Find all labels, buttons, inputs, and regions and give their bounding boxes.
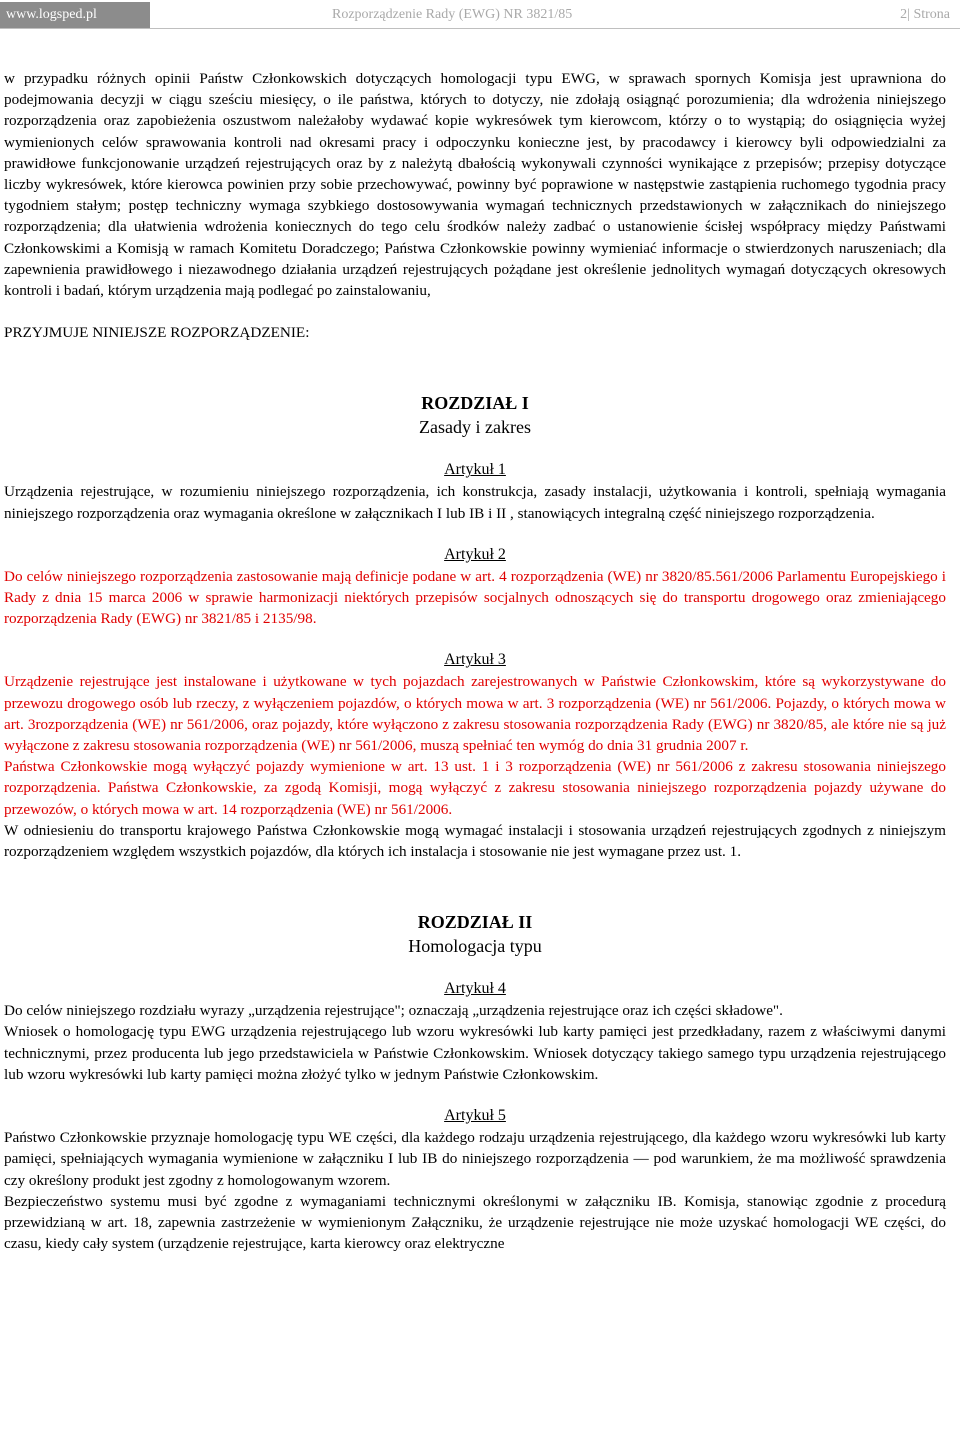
header-title: Rozporządzenie Rady (EWG) NR 3821/85 xyxy=(150,2,850,28)
article-5-paragraph-1: Państwo Członkowskie przyznaje homologację typu WE części, dla każdego rodzaju urządzenia rejestrującego, dla każdego wzoru wykresówki lub karty pamięci, spełniających wymagania wymienione w załączniku I lub IB do niniejszego rozporządzenia — pod warunkiem, że ma możliwość sprawdzenia czy określony produkt jest zgodny z homologowanym wzorem. xyxy=(4,1129,946,1189)
article-4-paragraph-2: Wniosek o homologację typu EWG urządzenia rejestrującego lub wzoru wykresówki lub karty pamięci jest przedkładany, razem z właściwymi danymi technicznymi, przez producenta lub jego przedstawiciela w Państwie Członkowskim. Wniosek dotyczący takiego samego typu urządzenia rejestrującego lub wzoru wykresówki lub karty pamięci można złożyć tylko w jednym Państwie Członkowskim. xyxy=(4,1023,946,1083)
chapter-2-title: ROZDZIAŁ II xyxy=(417,912,533,933)
header-site[interactable]: www.logsped.pl xyxy=(0,2,150,28)
article-2-title: Artykuł 2 xyxy=(444,545,506,563)
article-5-paragraph-2: Bezpieczeństwo systemu musi być zgodne z wymaganiami technicznymi określonymi w załączniku IB. Komisja, stanowiąc zgodnie z procedurą przewidzianą w art. 18, zapewnia zastrzeżenie w wymienionym Załączniku, że urządzenie rejestrujące nie może uzyskać homologacji WE części, do czasu, kiedy cały system (urządzenie rejestrujące, karta kierowcy oraz elektryczne xyxy=(4,1192,946,1253)
article-2-text: Do celów niniejszego rozporządzenia zastosowanie mają definicje podane w art. 4 rozporządzenia (WE) nr 3820/85.561/2006 Parlamentu Europejskiego i Rady z dnia 15 marca 2006 w sprawie harmonizacji niektórych przepisów socjalnych odnoszących się do transportu drogowego oraz zmieniającego rozporządzenia Rady (EWG) nr 3821/85 i 2135/98. xyxy=(4,567,946,628)
article-5-title: Artykuł 5 xyxy=(444,1107,506,1125)
header-divider xyxy=(0,28,960,29)
article-4-title: Artykuł 4 xyxy=(444,980,506,998)
chapter-2-subtitle: Homologacja typu xyxy=(408,936,542,957)
document-body xyxy=(4,68,946,1254)
chapter-1-subtitle: Zasady i zakres xyxy=(419,417,531,438)
article-3-paragraph-3: W odniesieniu do transportu krajowego Państwa Członkowskie mogą wymagać instalacji i stosowania urządzeń rejestrujących zgodnych z niniejszym rozporządzeniem względem wszystkich pojazdów, dla których ich instalacja i stosowanie nie jest wymagane przez ust. 1. xyxy=(4,821,946,861)
article-1-title: Artykuł 1 xyxy=(444,461,506,479)
header-page-number: 2| Strona xyxy=(900,7,950,22)
article-1-text: Urządzenia rejestrujące, w rozumieniu niniejszego rozporządzenia, ich konstrukcja, zasady instalacji, użytkowania i kontroli, spełniają wymagania niniejszego rozporządzenia oraz wymagania określone w załącznikach I lub IB i II , stanowiących integralną część niniejszego rozporządzenia. xyxy=(4,483,946,522)
article-3-paragraph-1: Urządzenie rejestrujące jest instalowane i użytkowane w tych pojazdach zarejestrowanych w Państwie Członkowskim, które są wykorzystywane do przewozu drogowego osób lub rzeczy, z wyłączeniem pojazdów, o których mowa w art. 3 rozporządzenia (WE) nr 561/2006. Pojazdy, o których mowa w art. 3rozporządzenia (WE) nr 561/2006, oraz pojazdy, które wyłączono z zakresu stosowania rozporządzenia Rady (EWG) nr 3820/85, ale które nie są już wyłączone z zakresu stosowania rozporządzenia (WE) nr 561/2006, muszą spełniać ten wymóg do dnia 31 grudnia 2007 r. xyxy=(4,673,946,755)
intro-paragraph: w przypadku różnych opinii Państw Członkowskich dotyczących homologacji typu EWG, w sprawach spornych Komisja jest uprawniona do podejmowania decyzji w ciągu sześciu miesięcy, o ile państwa, których to dotyczy, nie zdołają osiągnąć porozumienia; dla wdrożenia niniejszego rozporządzenia oraz zapobieżenia oszustwom należałoby wydawać kopie wykresówek tym kierowcom, którzy o to wystąpią; do osiągnięcia wyżej wymienionych celów sprawowania kontroli nad okresami pracy i odpoczynku konieczne jest, by pracodawcy i kierowcy byli odpowiedzialni za prawidłowe funkcjonowanie urządzeń rejestrujących oraz by z należytą dbałością wykonywali czynności wynikające z przepisów; przepisy dotyczące liczby wykresówek, które kierowca powinien przy sobie przechowywać, powinny być poprawione w następstwie zastąpienia ruchomego tygodnia pracy tygodniem stałym; postęp techniczny wymaga szybkiego dostosowywania wymagań technicznych przedstawionych w załącznikach do niniejszego rozporządzenia; dla ułatwienia wdrożenia koniecznych do tego celu środków należy zadbać o ustanowienie ścisłej współpracy między Państwami Członkowskimi a Komisją w ramach Komitetu Doradczego; Państwa Członkowskie powinny wymieniać informacje o stwierdzonych naruszeniach; dla zapewnienia prawidłowego i niezawodnego działania urządzeń rejestrujących pożądane jest określenie jednolitych wymagań dotyczących okresowych kontroli i badań, którym urządzenia mają podlegać po zainstalowaniu, xyxy=(4,70,946,300)
article-3-title: Artykuł 3 xyxy=(444,651,506,669)
page-header xyxy=(0,2,960,28)
article-3-paragraph-2: Państwa Członkowskie mogą wyłączyć pojazdy wymienione w art. 13 ust. 1 i 3 rozporządzenia (WE) nr 561/2006 z zakresu stosowania niniejszego rozporządzenia. Państwa Członkowskie, za zgodą Komisji, mogą wyłączyć z zakresu stosowania niniejszego rozporządzenia pojazdy używane do przewozów, o których mowa w art. 14 rozporządzenia (WE) nr 561/2006. xyxy=(4,758,946,818)
adopts-statement: PRZYJMUJE NINIEJSZE ROZPORZĄDZENIE: xyxy=(4,324,310,342)
chapter-1-title: ROZDZIAŁ I xyxy=(421,393,529,414)
article-4-paragraph-1: Do celów niniejszego rozdziału wyrazy „urządzenia rejestrujące"; oznaczają „urządzenia rejestrujące oraz ich części składowe". xyxy=(4,1002,783,1020)
